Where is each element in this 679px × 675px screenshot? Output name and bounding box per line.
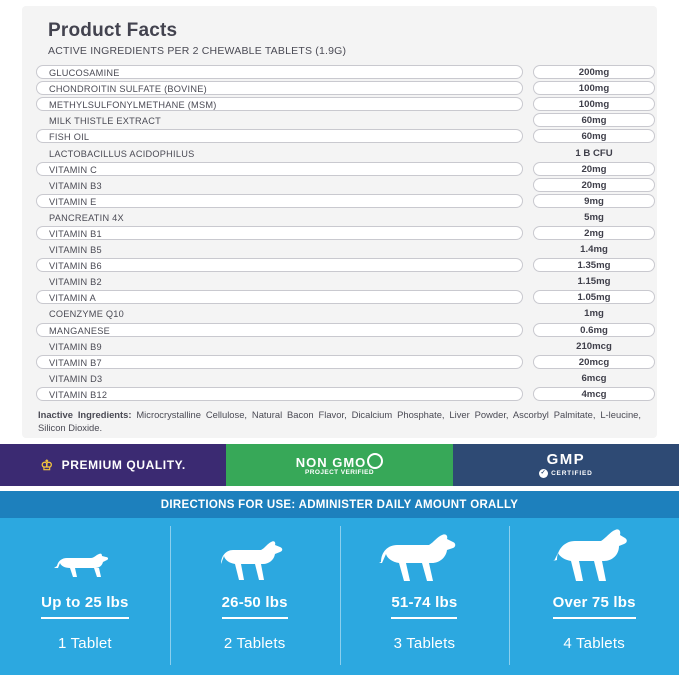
ingredient-amount: 6mcg: [581, 372, 607, 384]
ingredient-name: GLUCOSAMINE: [36, 65, 523, 79]
badge-premium-label: PREMIUM QUALITY.: [61, 458, 186, 472]
ingredient-name: FISH OIL: [36, 129, 523, 143]
table-row: [36, 144, 643, 160]
badge-gmp-top: GMP: [546, 450, 585, 468]
ingredient-name: PANCREATIN 4X: [49, 212, 124, 223]
dosage-weight: 26-50 lbs: [222, 594, 288, 619]
table-row: [36, 338, 643, 354]
ingredient-name: LACTOBACILLUS ACIDOPHILUS: [49, 148, 195, 159]
table-row: [36, 225, 643, 241]
badge-non-gmo-label: [296, 453, 384, 470]
check-badge-icon: ✓: [540, 470, 547, 477]
badge-premium-quality: [0, 444, 226, 486]
ingredient-amount: 60mg: [533, 113, 655, 127]
ingredient-amount: 100mg: [533, 97, 655, 111]
table-row: [36, 128, 643, 144]
table-row: [36, 193, 643, 209]
dosage-tablets: 3 Tablets: [393, 635, 456, 652]
ingredient-amount: 1.05mg: [533, 290, 655, 304]
ingredient-name: VITAMIN B2: [49, 277, 102, 288]
dosage-column-3: [340, 518, 510, 675]
facts-subtitle: ACTIVE INGREDIENTS PER 2 CHEWABLE TABLETS (1.9G): [48, 45, 347, 57]
badge-strip: [0, 444, 679, 486]
ingredient-name: METHYLSULFONYLMETHANE (MSM): [36, 97, 523, 111]
ingredient-amount: 1.4mg: [580, 244, 608, 256]
table-row: [36, 64, 643, 80]
large-dog-icon: [378, 524, 470, 582]
dosage-column-4: [509, 518, 679, 675]
ingredient-name: VITAMIN B1: [36, 226, 523, 240]
inactive-ingredients: [36, 409, 643, 434]
ingredient-name: VITAMIN B6: [36, 258, 523, 272]
ingredient-amount: 5mg: [584, 211, 604, 223]
table-row: [36, 354, 643, 370]
badge-non-gmo-top: NON GMO: [295, 454, 367, 470]
medium-dog-icon: [217, 524, 293, 582]
dosage-tablets: 2 Tablets: [223, 635, 286, 652]
ingredient-name: VITAMIN B12: [36, 387, 523, 401]
ingredient-amount: 9mg: [533, 194, 655, 208]
ingredient-name: VITAMIN B3: [49, 180, 102, 191]
table-row: [36, 273, 643, 289]
xlarge-dog-icon: [551, 524, 637, 582]
ingredient-name: COENZYME Q10: [49, 309, 124, 320]
table-row: [36, 241, 643, 257]
table-row: [36, 96, 643, 112]
inactive-ingredients-label: Inactive Ingredients:: [38, 408, 132, 420]
ingredient-table: [36, 64, 643, 402]
dosage-weight: 51-74 lbs: [391, 594, 457, 619]
table-row: [36, 209, 643, 225]
ingredient-amount: 4mcg: [533, 387, 655, 401]
dosage-column-1: [0, 518, 170, 675]
ingredient-amount: 1.15mg: [577, 276, 611, 288]
inactive-ingredients-text: Microcrystalline Cellulose, Natural Bacon Flavor, Dicalcium Phosphate, Liver Powder, Ascorbyl Palmitate, L-leucine, Silicon Dioxide.: [38, 408, 641, 433]
table-row: [36, 257, 643, 273]
table-row: [36, 322, 643, 338]
ingredient-name: VITAMIN B7: [36, 355, 523, 369]
directions-bar: DIRECTIONS FOR USE: ADMINISTER DAILY AMOUNT ORALLY: [0, 491, 679, 518]
ingredient-name: MILK THISTLE EXTRACT: [49, 116, 162, 127]
dosage-weight: Over 75 lbs: [553, 594, 636, 619]
table-row: [36, 161, 643, 177]
dosage-tablets: 4 Tablets: [563, 635, 625, 652]
ingredient-name: CHONDROITIN SULFATE (BOVINE): [36, 81, 523, 95]
product-facts-panel: [22, 6, 657, 438]
leaf-icon: [367, 453, 383, 469]
table-row: [36, 305, 643, 321]
ingredient-amount: 60mg: [533, 129, 655, 143]
ingredient-amount: 100mg: [533, 81, 655, 95]
badge-non-gmo: [226, 444, 452, 486]
ingredient-amount: 1 B CFU: [575, 147, 613, 159]
badge-non-gmo-sub: PROJECT VERIFIED: [305, 469, 374, 477]
ingredient-amount: 200mg: [533, 65, 655, 79]
table-row: [36, 370, 643, 386]
ingredient-amount: 20mcg: [533, 355, 655, 369]
badge-gmp-bottom-text: CERTIFIED: [551, 470, 593, 478]
ingredient-amount: 210mcg: [576, 340, 612, 352]
ingredient-amount: 20mg: [533, 178, 655, 192]
ingredient-name: VITAMIN B5: [49, 245, 102, 256]
dosage-chart: [0, 518, 679, 675]
ingredient-amount: 0.6mg: [533, 323, 655, 337]
ingredient-amount: 1.35mg: [533, 258, 655, 272]
badge-gmp-sub: [539, 469, 593, 478]
table-row: [36, 289, 643, 305]
ingredient-amount: 2mg: [533, 226, 655, 240]
ingredient-name: VITAMIN A: [36, 290, 523, 304]
dosage-column-2: [170, 518, 340, 675]
dosage-tablets: 1 Tablet: [57, 635, 112, 652]
ingredient-amount: 1mg: [584, 308, 604, 320]
crown-icon: ♔: [40, 457, 54, 473]
table-row: [36, 112, 643, 128]
page-title: Product Facts: [48, 20, 178, 41]
badge-gmp-certified: [453, 444, 679, 486]
ingredient-name: MANGANESE: [36, 323, 523, 337]
ingredient-name: VITAMIN C: [36, 162, 523, 176]
table-row: [36, 80, 643, 96]
ingredient-name: VITAMIN E: [36, 194, 523, 208]
ingredient-name: VITAMIN D3: [49, 373, 103, 384]
ingredient-name: VITAMIN B9: [49, 341, 102, 352]
ingredient-amount: 20mg: [533, 162, 655, 176]
dosage-weight: Up to 25 lbs: [41, 594, 128, 619]
table-row: [36, 177, 643, 193]
small-dog-icon: [53, 524, 117, 582]
table-row: [36, 386, 643, 402]
